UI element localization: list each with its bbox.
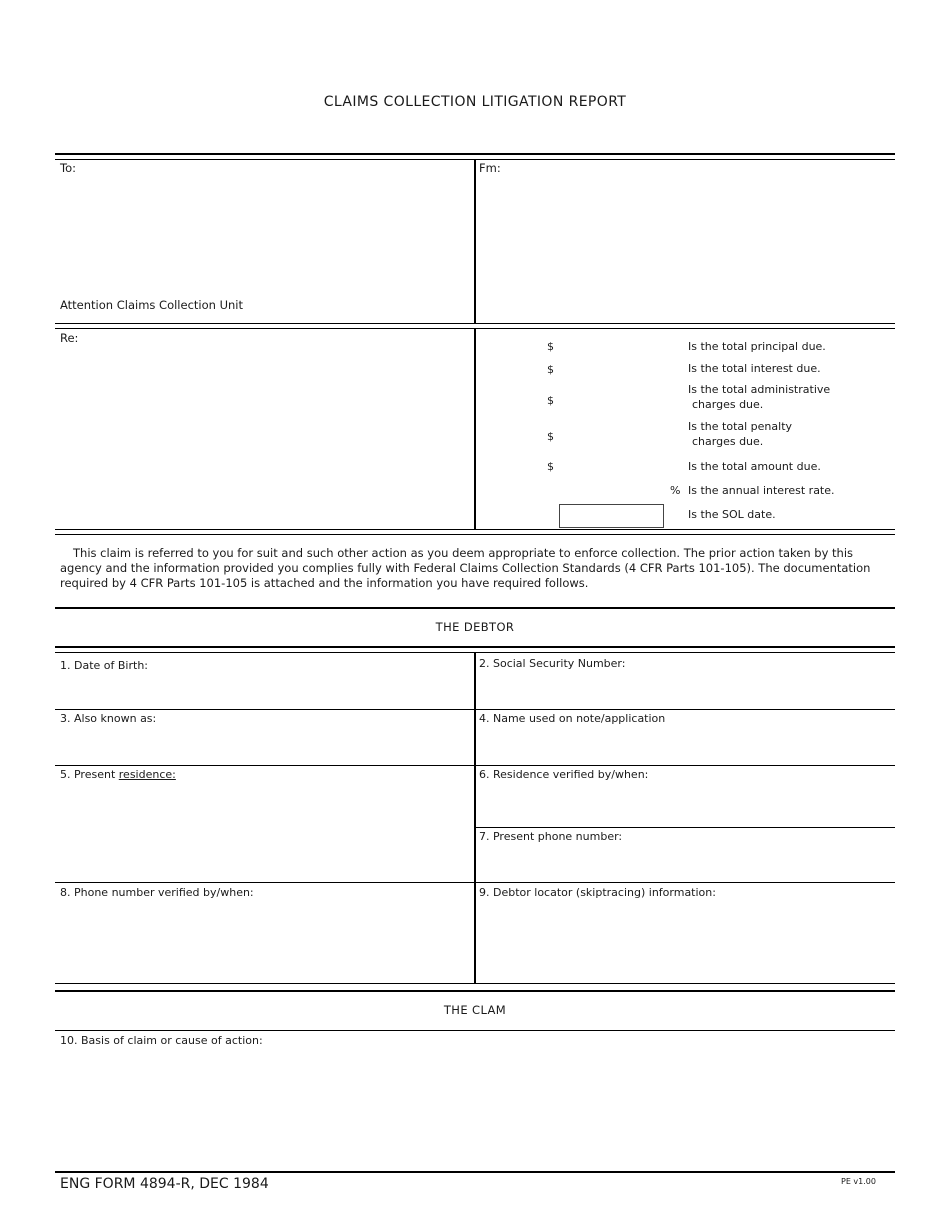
divider xyxy=(55,1030,895,1031)
divider xyxy=(55,709,895,710)
page-title: CLAIMS COLLECTION LITIGATION REPORT xyxy=(323,94,627,110)
divider xyxy=(55,882,895,883)
phone-verified-label: 8. Phone number verified by/when: xyxy=(60,886,254,899)
divider xyxy=(55,983,895,984)
residence-underlined: residence: xyxy=(118,768,176,781)
divider xyxy=(55,1171,895,1173)
form-identifier: ENG FORM 4894-R, DEC 1984 xyxy=(60,1176,269,1192)
penalty-charges-line2: charges due. xyxy=(692,435,764,448)
admin-charges-line1: Is the total administrative xyxy=(688,383,831,396)
column-divider xyxy=(474,328,476,530)
name-used-label: 4. Name used on note/application xyxy=(479,712,666,725)
present-phone-label: 7. Present phone number: xyxy=(479,830,623,843)
also-known-as-label: 3. Also known as: xyxy=(60,712,157,725)
currency-symbol: $ xyxy=(547,394,554,407)
penalty-charges-label xyxy=(688,419,792,449)
form-version: PE v1.00 xyxy=(841,1177,876,1186)
admin-charges-label xyxy=(688,382,830,412)
total-amount-label: Is the total amount due. xyxy=(688,460,821,473)
penalty-charges-line1: Is the total penalty xyxy=(688,420,793,433)
residence-prefix: 5. Present xyxy=(60,768,119,781)
divider xyxy=(55,990,895,992)
column-divider xyxy=(474,159,476,324)
divider xyxy=(55,529,895,530)
currency-symbol: $ xyxy=(547,363,554,376)
divider xyxy=(55,534,895,535)
column-divider xyxy=(474,652,476,983)
sol-date-label: Is the SOL date. xyxy=(688,508,776,521)
present-residence-label xyxy=(60,767,176,782)
basis-of-claim-label: 10. Basis of claim or cause of action: xyxy=(60,1034,263,1047)
ssn-label: 2. Social Security Number: xyxy=(479,657,626,670)
claim-heading: THE CLAM xyxy=(443,1003,507,1017)
percent-symbol: % xyxy=(670,484,681,497)
re-label: Re: xyxy=(60,331,79,345)
divider xyxy=(55,323,895,324)
intro-paragraph: This claim is referred to you for suit and such other action as you deem appropriate to enforce collection. The prior action taken by this agency and the information provided you complies fully with Federal Claims Collection Standards (4 CFR Parts 101-105). The documentation required by 4 CFR Parts 101-105 is attached and the information you have required follows. xyxy=(60,546,871,590)
divider xyxy=(475,827,895,828)
debtor-heading: THE DEBTOR xyxy=(435,620,515,634)
interest-rate-label: Is the annual interest rate. xyxy=(688,484,835,497)
debtor-locator-label: 9. Debtor locator (skiptracing) information: xyxy=(479,886,716,899)
currency-symbol: $ xyxy=(547,460,554,473)
currency-symbol: $ xyxy=(547,340,554,353)
residence-verified-label: 6. Residence verified by/when: xyxy=(479,768,649,781)
principal-label: Is the total principal due. xyxy=(688,340,826,353)
sol-date-input[interactable] xyxy=(559,504,664,528)
date-of-birth-label: 1. Date of Birth: xyxy=(60,659,148,672)
divider xyxy=(55,153,895,155)
to-label: To: xyxy=(60,161,76,175)
admin-charges-line2: charges due. xyxy=(692,398,764,411)
from-label: Fm: xyxy=(479,161,501,175)
interest-label: Is the total interest due. xyxy=(688,362,821,375)
attention-line: Attention Claims Collection Unit xyxy=(60,298,243,312)
divider xyxy=(55,607,895,609)
divider xyxy=(55,765,895,766)
currency-symbol: $ xyxy=(547,430,554,443)
divider xyxy=(55,646,895,648)
